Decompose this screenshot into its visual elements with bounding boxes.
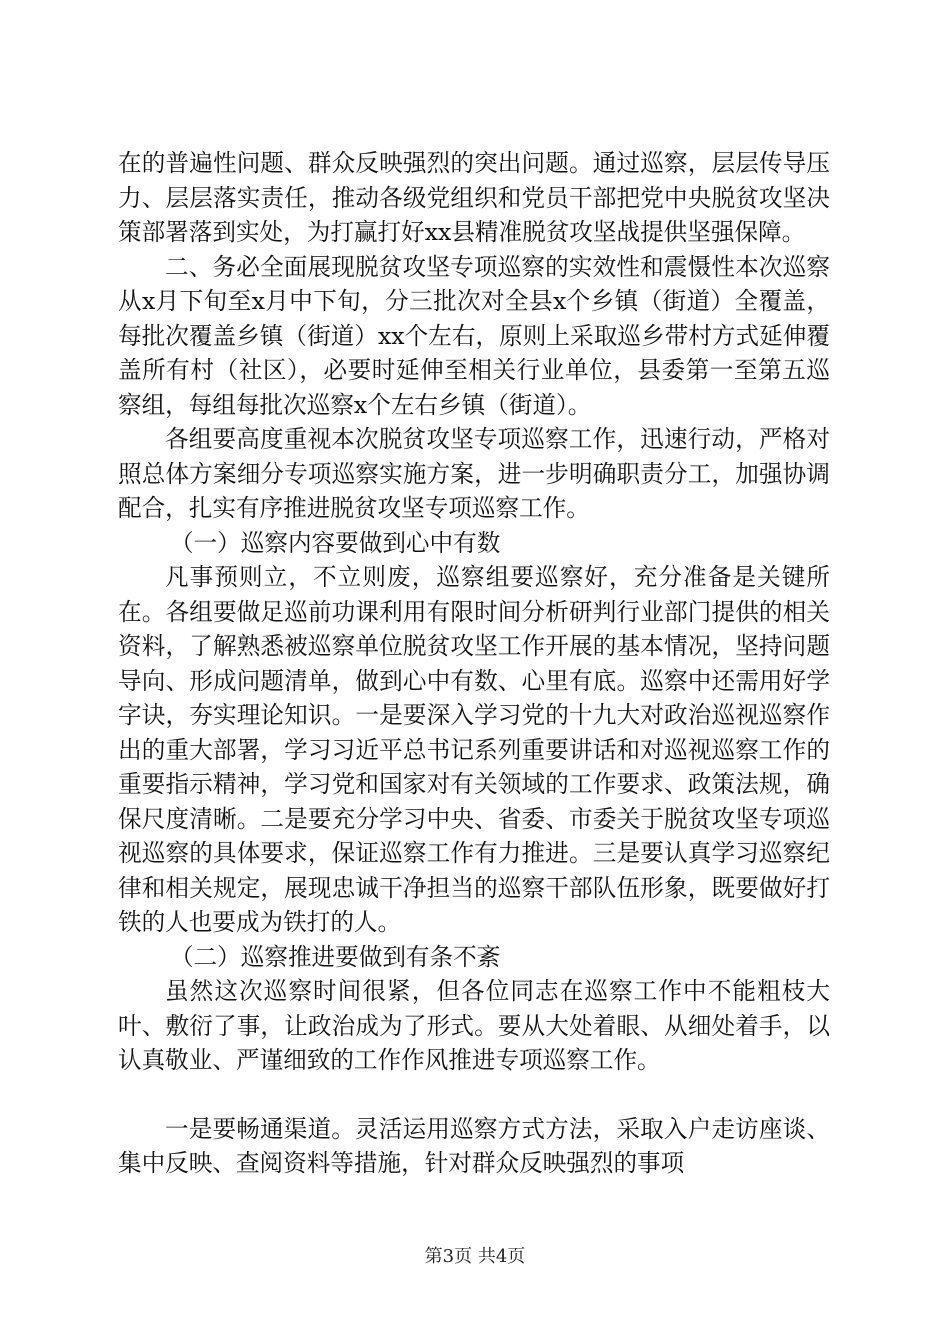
paragraph-preparation: 凡事预则立，不立则废，巡察组要巡察好，充分准备是关键所在。各组要做足巡前功课利用有限时间分析研判行业部门提供的相关资料，了解熟悉被巡察单位脱贫攻坚工作开展的基本情况，坚持问题导向、形成问题清单，做到心中有数、心里有底。巡察中还需用好学字诀，夯实理论知识。一是要深入学习党的十九大对政治巡视巡察作出的重大部署，学习习近平总书记系列重要讲话和对巡视巡察工作的重要指示精神，学习党和国家对有关领域的工作要求、政策法规，确保尺度清晰。二是要充分学习中央、省委、市委关于脱贫攻坚专项巡视巡察的具体要求，保证巡察工作有力推进。三是要认真学习巡察纪律和相关规定，展现忠诚干净担当的巡察干部队伍形象，既要做好打铁的人也要成为铁打的人。 <box>118 563 830 936</box>
subheading-two: （二）巡察推进要做到有条不紊 <box>170 942 501 971</box>
document-body <box>118 146 830 1181</box>
paragraph-progress: 虽然这次巡察时间很紧，但各位同志在巡察工作中不能粗枝大叶、敷衍了事，让政治成为了形式。要从大处着眼、从细处着手，以认真敬业、严谨细致的工作作风推进专项巡察工作。 <box>118 977 830 1074</box>
page-number-footer: 第3页 共4页 <box>424 1246 526 1267</box>
subheading-one: （一）巡察内容要做到心中有数 <box>170 528 501 557</box>
paragraph-continuation: 在的普遍性问题、群众反映强烈的突出问题。通过巡察，层层传导压力、层层落实责任，推动各级党组织和党员干部把党中央脱贫攻坚决策部署落到实处，为打赢打好xx县精准脱贫攻坚战提供坚强保障。 <box>118 149 830 246</box>
paragraph-section-two: 二、务必全面展现脱贫攻坚专项巡察的实效性和震慑性本次巡察从x月下旬至x月中下旬，分三批次对全县x个乡镇（街道）全覆盖，每批次覆盖乡镇（街道）xx个左右，原则上采取巡乡带村方式延伸覆盖所有村（社区），必要时延伸至相关行业单位，县委第一至第五巡察组，每组每批次巡察x个左右乡镇（街道）。 <box>118 252 830 419</box>
paragraph-channels: 一是要畅通渠道。灵活运用巡察方式方法，采取入户走访座谈、集中反映、查阅资料等措施，针对群众反映强烈的事项 <box>118 1114 830 1177</box>
paragraph-requirements: 各组要高度重视本次脱贫攻坚专项巡察工作，迅速行动，严格对照总体方案细分专项巡察实施方案，进一步明确职责分工，加强协调配合，扎实有序推进脱贫攻坚专项巡察工作。 <box>118 425 830 522</box>
